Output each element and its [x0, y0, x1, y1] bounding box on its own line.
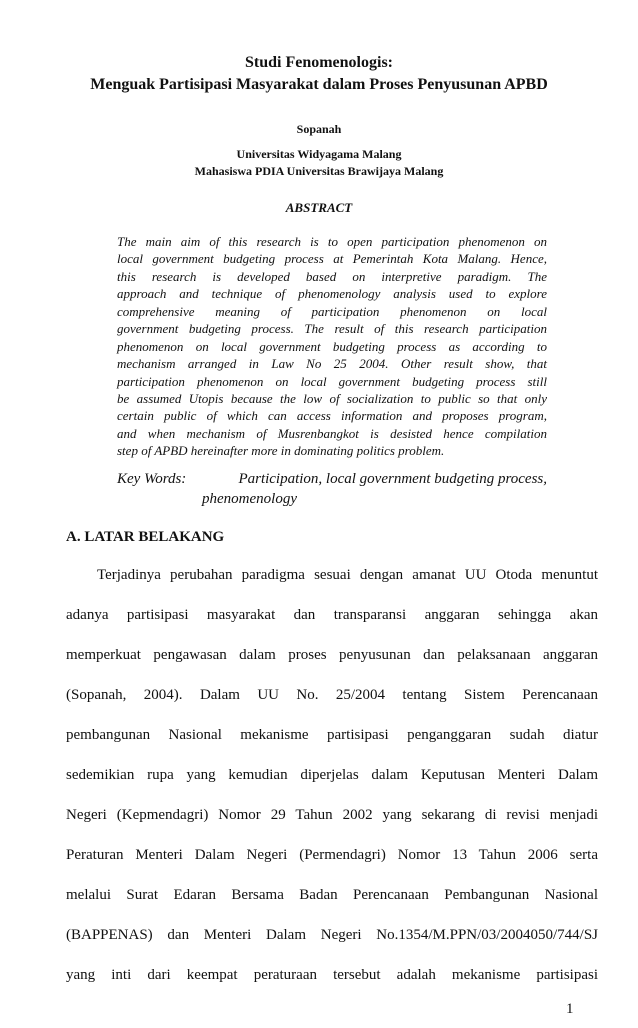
abstract-line: comprehensive meaning of participation phenomenon on local	[117, 303, 547, 319]
abstract-line: The main aim of this research is to open participation phenomenon on	[117, 234, 547, 249]
abstract-line: local government budgeting process at Pemerintah Kota Malang. Hence,	[117, 251, 547, 267]
body-line: Peraturan Menteri Dalam Negeri (Permendagri) Nomor 13 Tahun 2006 serta	[66, 847, 598, 863]
body-line: Terjadinya perubahan paradigma sesuai dengan amanat UU Otoda menuntut	[97, 567, 598, 583]
body-line: yang inti dari keempat peraturaan tersebut adalah mekanisme partisipasi	[66, 967, 598, 983]
author-affiliation-2: Mahasiswa PDIA Universitas Brawijaya Malang	[194, 164, 444, 178]
abstract-line: phenomenon on local government budgeting process as according to	[117, 338, 547, 354]
body-line: sedemikian rupa yang kemudian diperjelas dalam Keputusan Menteri Dalam	[66, 767, 598, 783]
abstract-line: this research is developed based on interpretive paradigm. The	[117, 268, 547, 284]
body-line: (BAPPENAS) dan Menteri Dalam Negeri No.1354/M.PPN/03/2004050/744/SJ	[66, 927, 598, 943]
page-number: 1	[566, 1001, 574, 1017]
body-line: pembangunan Nasional mekanisme partisipasi penganggaran sudah diatur	[66, 727, 598, 743]
paper-title-line-1: Studi Fenomenologis:	[244, 54, 393, 71]
abstract-line: government budgeting process. The result of this research participation	[117, 321, 547, 337]
author-affiliation-1: Universitas Widyagama Malang	[236, 147, 402, 161]
abstract-heading: ABSTRACT	[285, 200, 353, 215]
body-line: (Sopanah, 2004). Dalam UU No. 25/2004 tentang Sistem Perencanaan	[66, 687, 598, 703]
abstract-line: and when mechanism of Musrenbangkot is desisted hence compilation	[117, 425, 547, 441]
abstract-line: certain public of which can access information and proposes program,	[117, 408, 547, 424]
keywords-block	[117, 469, 547, 509]
keywords-label: Key Words:	[117, 471, 187, 487]
paper-title-line-2: Menguak Partisipasi Masyarakat dalam Proses Penyusunan APBD	[90, 76, 548, 93]
abstract-line: approach and technique of phenomenology analysis used to explore	[117, 286, 547, 302]
author-name: Sopanah	[296, 122, 342, 136]
body-line: memperkuat pengawasan dalam proses penyusunan dan pelaksanaan anggaran	[66, 647, 598, 663]
section-heading: A. LATAR BELAKANG	[66, 529, 225, 545]
keywords-line-1: Participation, local government budgeting process,	[238, 471, 547, 487]
abstract-line: mechanism arranged in Law No 25 2004. Other result show, that	[117, 356, 547, 372]
abstract-text	[117, 233, 547, 460]
abstract-line: step of APBD hereinafter more in dominating politics problem.	[117, 443, 445, 459]
abstract-line: be assumed Utopis because the low of socialization to public so that only	[117, 390, 547, 406]
body-line: melalui Surat Edaran Bersama Badan Perencanaan Pembangunan Nasional	[66, 887, 598, 903]
abstract-line: participation phenomenon on local government budgeting process still	[117, 373, 547, 389]
body-line: Negeri (Kepmendagri) Nomor 29 Tahun 2002 yang sekarang di revisi menjadi	[66, 807, 598, 823]
body-line: adanya partisipasi masyarakat dan transparansi anggaran sehingga akan	[66, 607, 598, 623]
keywords-line-2: phenomenology	[202, 491, 297, 507]
